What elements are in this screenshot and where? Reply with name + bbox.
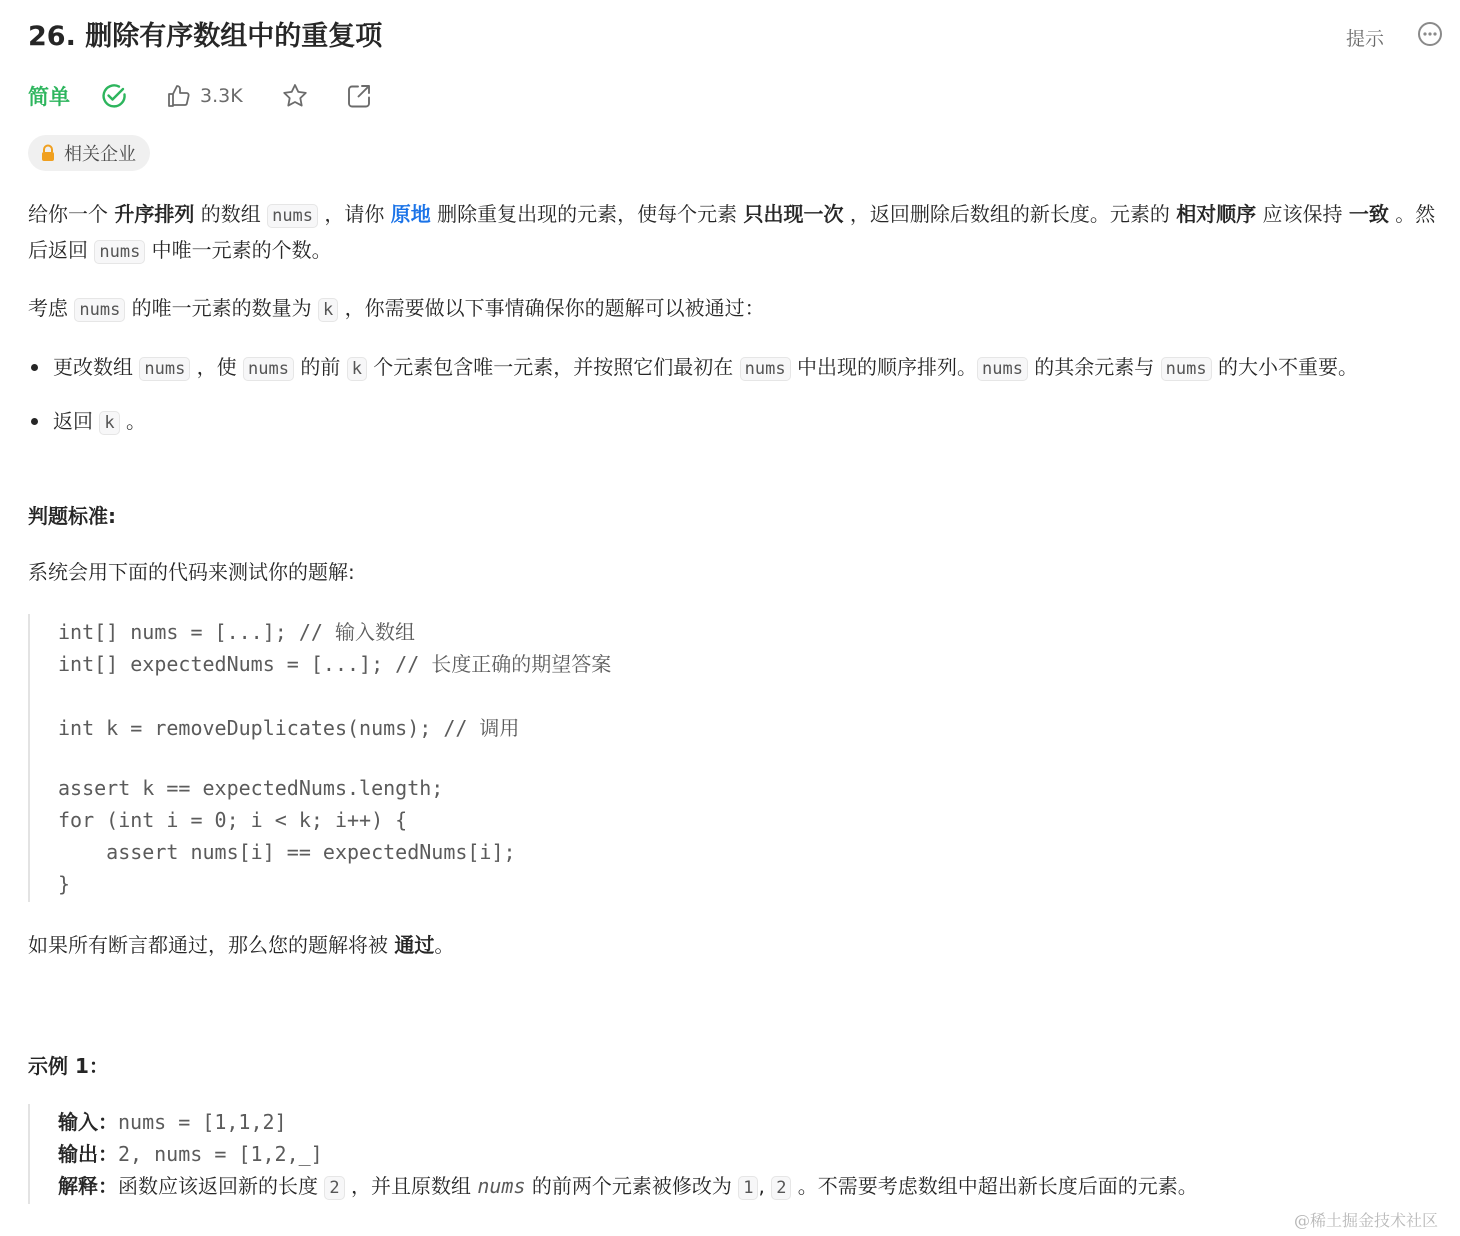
inline-code: nums bbox=[977, 357, 1028, 381]
like-count: 3.3K bbox=[200, 85, 243, 107]
example-explanation-line: 解释：函数应该返回新的长度 2 ，并且原数组 nums 的前两个元素被修改为 1 , 2 。不需要考虑数组中超出新长度后面的元素。 bbox=[58, 1174, 1198, 1198]
example-1-heading: 示例 1： bbox=[28, 1054, 109, 1078]
like-button[interactable] bbox=[166, 83, 243, 109]
inline-code: 2 bbox=[771, 1176, 791, 1200]
inline-code: 2 bbox=[324, 1176, 344, 1200]
example-output-line: 输出：2, nums = [1,2,_] bbox=[58, 1142, 323, 1166]
code-line: int[] nums = [...]; // 输入数组 bbox=[58, 620, 415, 644]
code-line: for (int i = 0; i < k; i++) { bbox=[58, 808, 408, 832]
inline-code: nums bbox=[740, 357, 791, 381]
inline-code: nums bbox=[267, 204, 318, 228]
list-item: 更改数组 nums ，使 nums 的前 k 个元素包含唯一元素，并按照它们最初在 nums 中出现的顺序排列。 nums 的其余元素与 nums 的大小不重要。 bbox=[28, 350, 1448, 386]
code-line: assert k == expectedNums.length; bbox=[58, 776, 444, 800]
inline-code: k bbox=[347, 357, 367, 381]
inline-code: k bbox=[318, 298, 338, 322]
inline-code: nums bbox=[94, 240, 145, 264]
example-input-line: 输入：nums = [1,1,2] bbox=[58, 1110, 287, 1134]
more-horizontal-icon bbox=[1416, 20, 1444, 48]
more-options-button[interactable] bbox=[1416, 20, 1444, 48]
judge-text: 系统会用下面的代码来测试你的题解: bbox=[28, 560, 355, 584]
in-place-link[interactable]: 原地 bbox=[390, 202, 431, 226]
star-icon bbox=[281, 82, 309, 110]
meta-row bbox=[28, 78, 373, 114]
code-line: int k = removeDuplicates(nums); // 调用 bbox=[58, 716, 520, 740]
favorite-button[interactable] bbox=[281, 82, 309, 110]
example-1-block bbox=[28, 1104, 1450, 1204]
next-example-heading-cutoff bbox=[28, 1228, 68, 1236]
inline-code: nums bbox=[243, 357, 294, 381]
problem-title: 26. 删除有序数组中的重复项 bbox=[28, 21, 383, 52]
inline-code: nums bbox=[1161, 357, 1212, 381]
difficulty-badge: 简单 bbox=[28, 85, 70, 109]
solved-status[interactable] bbox=[100, 82, 128, 110]
inline-code: nums bbox=[139, 357, 190, 381]
list-item: 返回 k 。 bbox=[28, 404, 1448, 440]
share-button[interactable] bbox=[345, 82, 373, 110]
thumbs-up-icon bbox=[166, 83, 192, 109]
inline-code: 1 bbox=[738, 1176, 758, 1200]
share-icon bbox=[345, 82, 373, 110]
code-line: assert nums[i] == expectedNums[i]; bbox=[58, 840, 516, 864]
code-line: int[] expectedNums = [...]; // 长度正确的期望答案 bbox=[58, 652, 612, 676]
code-block bbox=[28, 614, 1230, 902]
inline-code: k bbox=[99, 411, 119, 435]
lock-icon bbox=[40, 144, 56, 162]
check-circle-icon bbox=[100, 82, 128, 110]
pass-text: 如果所有断言都通过，那么您的题解将被 通过。 bbox=[28, 933, 455, 957]
code-line: } bbox=[58, 872, 71, 896]
watermark: @稀土掘金技术社区 bbox=[1294, 1211, 1439, 1230]
requirements-list bbox=[28, 350, 1448, 440]
judge-heading: 判题标准: bbox=[28, 504, 116, 528]
description-paragraph-1: 给你一个 升序排列 的数组 nums ，请你 原地 删除重复出现的元素，使每个元素 只出现一次 ，返回删除后数组的新长度。元素的 相对顺序 应该保持 一致 。然后返回 nums 中唯一元素的个数。 bbox=[28, 202, 1436, 262]
related-companies-tag[interactable] bbox=[28, 135, 150, 171]
hint-button[interactable]: 提示 bbox=[1346, 28, 1385, 50]
inline-code: nums bbox=[74, 298, 125, 322]
related-companies-label: 相关企业 bbox=[64, 144, 136, 165]
description-paragraph-2: 考虑 nums 的唯一元素的数量为 k ，你需要做以下事情确保你的题解可以被通过： bbox=[28, 296, 765, 320]
